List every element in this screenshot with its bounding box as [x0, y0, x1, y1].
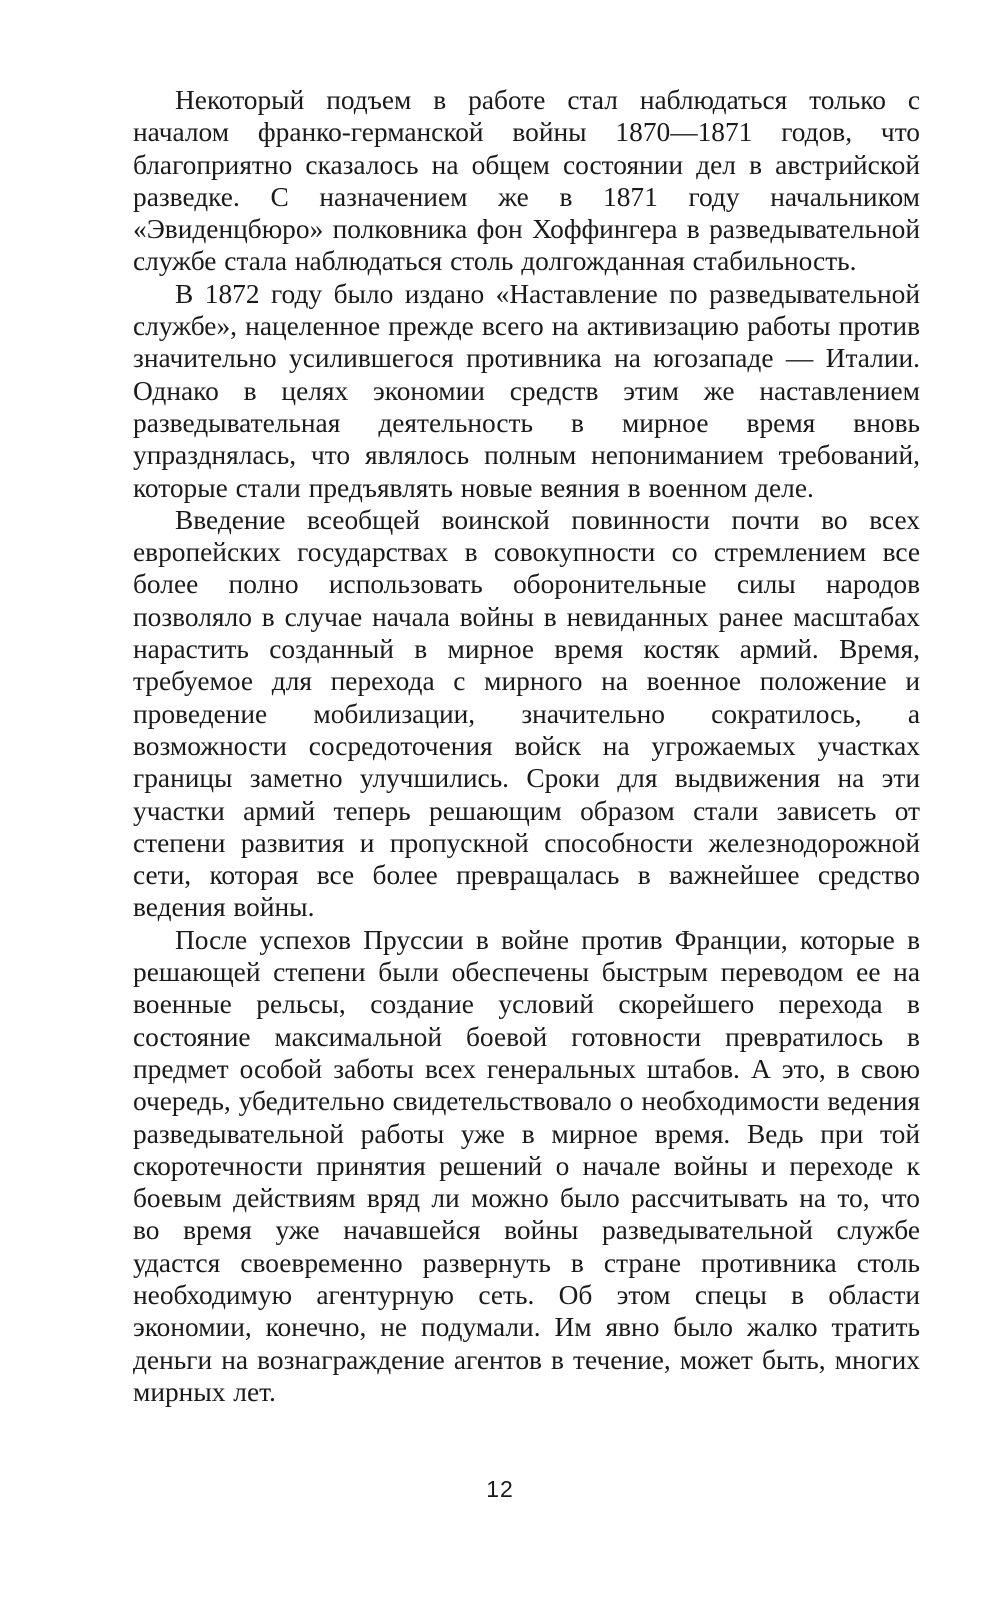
paragraph-3: Введение всеобщей воинской повинности почти во всех европейских государствах в совокупности со стремлением все более полно использовать оборонительные силы народов позволяло в случае начала войны в невиданных ранее масштабах нарастить созданный в мирное время костяк армий. Время, требуемое для перехода с мирного на военное положение и проведение мобилизации, значительно сократилось, а возможности сосредоточения войск на угрожаемых участках границы заметно улучшились. Сроки для выдвижения на эти участки армий теперь решающим образом стали зависеть от степени развития и пропускной способности железнодорожной сети, которая все более превращалась в важнейшее средство ведения войны. [133, 504, 920, 923]
page-number: 12 [486, 1476, 514, 1502]
paragraph-1: Некоторый подъем в работе стал наблюдаться только с началом франко-германской войны 1870—1871 годов, что благоприятно сказалось на общем состоянии дел в австрийской разведке. С назначением же в 1871 году начальником «Эвиденцбюро» полковника фон Хоффингера в разведывательной службе стала наблюдаться столь долгожданная стабильность. [133, 85, 920, 277]
paragraph-4: После успехов Пруссии в войне против Франции, которые в решающей степени были обеспечены быстрым переводом ее на военные рельсы, создание условий скорейшего перехода в состояние максимальной боевой готовности превратилось в предмет особой заботы всех генеральных штабов. А это, в свою очередь, убедительно свидетельствовало о необходимости ведения разведывательной работы уже в мирное время. Ведь при той скоротечности принятия решений о начале войны и переходе к боевым действиям вряд ли можно было рассчитывать на то, что во время уже начавшейся войны разведывательной службе удастся своевременно развернуть в стране противника столь необходимую агентурную сеть. Об этом спецы в области экономии, конечно, не подумали. Им явно было жалко тратить деньги на вознаграждение агентов в течение, может быть, многих мирных лет. [133, 924, 920, 1407]
body-text [133, 84, 920, 1408]
paragraph-2: В 1872 году было издано «Наставление по разведывательной службе», нацеленное прежде всего на активизацию работы против значительно усилившегося противника на югозападе — Италии. Однако в целях экономии средств этим же наставлением разведывательная деятельность в мирное время вновь упразднялась, что являлось полным непониманием требований, которые стали предъявлять новые веяния в военном деле. [133, 278, 920, 503]
